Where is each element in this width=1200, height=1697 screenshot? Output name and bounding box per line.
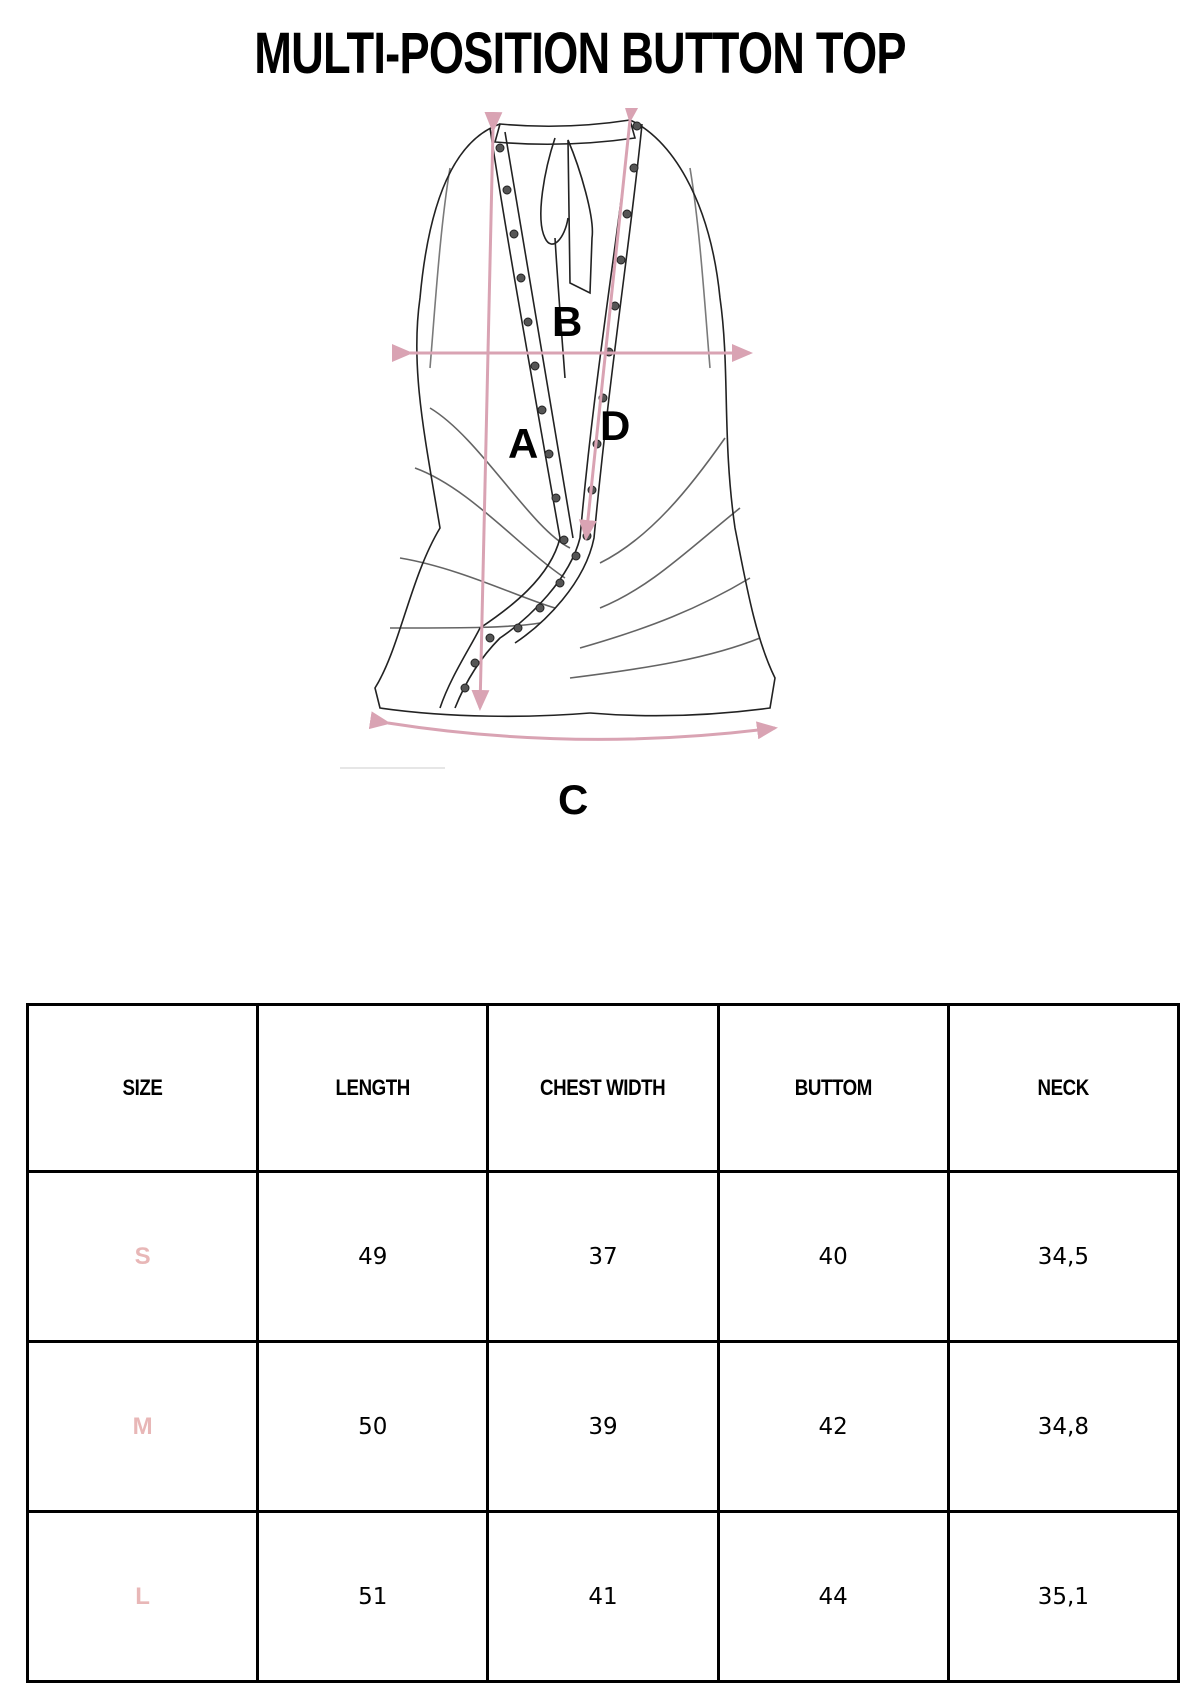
label-b: B (552, 298, 583, 345)
arrow-c (388, 723, 775, 739)
table-row (28, 1512, 1179, 1682)
neck-value: 34,5 (948, 1172, 1178, 1342)
arrow-d (586, 120, 630, 538)
measurement-arrows (388, 120, 775, 739)
table-row (28, 1172, 1179, 1342)
neck-value: 34,8 (948, 1342, 1178, 1512)
length-value: 51 (258, 1512, 488, 1682)
label-c: C (558, 776, 589, 823)
bottom-value: 42 (718, 1342, 948, 1512)
chest-width-value: 39 (488, 1342, 718, 1512)
bottom-value: 44 (718, 1512, 948, 1682)
page-title: MULTI-POSITION BUTTON TOP (254, 21, 906, 86)
size-label: M (28, 1342, 258, 1512)
length-value: 50 (258, 1342, 488, 1512)
header-length: LENGTH (258, 1005, 488, 1172)
chest-width-value: 37 (488, 1172, 718, 1342)
size-label: S (28, 1172, 258, 1342)
bottom-value: 40 (718, 1172, 948, 1342)
header-chest-width: CHEST WIDTH (488, 1005, 718, 1172)
header-bottom: BUTTOM (718, 1005, 948, 1172)
chest-width-value: 41 (488, 1512, 718, 1682)
size-label: L (28, 1512, 258, 1682)
table-header-row (28, 1005, 1179, 1172)
length-value: 49 (258, 1172, 488, 1342)
label-d: D (600, 402, 631, 449)
garment-diagram (330, 108, 810, 848)
table-row (28, 1342, 1179, 1512)
garment-outline (375, 120, 775, 716)
header-neck: NECK (948, 1005, 1178, 1172)
neck-value: 35,1 (948, 1512, 1178, 1682)
label-a: A (508, 420, 539, 467)
header-size: SIZE (28, 1005, 258, 1172)
size-chart-table (26, 1003, 1180, 1683)
